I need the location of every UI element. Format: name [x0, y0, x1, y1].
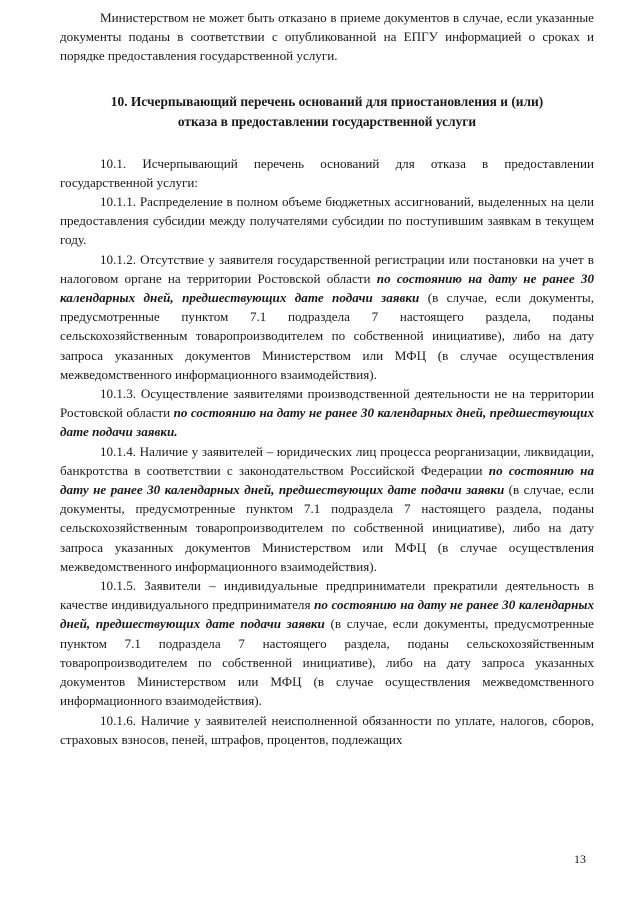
page-number: 13 [574, 852, 586, 866]
paragraph-text: 10.1.3. Осуществление заявителями производственной деятельности не на территории Ростовской области [60, 386, 594, 421]
section-heading-line-2: отказа в предоставлении государственной услуги [177, 113, 477, 129]
paragraph-10-1-5 [60, 576, 594, 710]
paragraph-10-1-2 [60, 250, 594, 384]
section-heading [60, 92, 594, 132]
paragraph-10-1-4 [60, 442, 594, 576]
paragraph-text: (в случае, если документы, предусмотренные пунктом 7.1 подраздела 7 настоящего раздела, поданы сельскохозяйственным товаропроизводителем по собственной инициативе), либо на дату запроса указанных документов Министерством или МФЦ (в случае осуществления межведомственного информационного взаимодействия). [60, 482, 594, 574]
document-page [60, 8, 594, 749]
emphasized-text: по состоянию на дату не ранее 30 календарных дней, предшествующих дате подачи заявки [60, 270, 594, 306]
paragraph-text: (в случае, если документы, предусмотренные пунктом 7.1 подраздела 7 настоящего раздела, поданы сельскохозяйственным товаропроизводителем по собственной инициативе), либо на дату запроса указанных документов Министерством или МФЦ (в случае осуществления межведомственного информационного взаимодействия). [60, 290, 594, 382]
intro-paragraph: Министерством не может быть отказано в приеме документов в случае, если указанные документы поданы в соответствии с опубликованной на ЕПГУ информацией о сроках и порядке предоставления государственной услуги. [60, 10, 594, 64]
emphasized-text: по состоянию на дату не ранее 30 календарных дней, предшествующих дате подачи заявки. [60, 405, 594, 440]
emphasized-text: по состоянию на дату не ранее 30 календарных дней, предшествующих дате подачи заявки [60, 597, 595, 632]
section-heading-line-1: 10. Исчерпывающий перечень оснований для приостановления и (или) [110, 93, 544, 109]
paragraph-10-1-3 [60, 384, 594, 442]
paragraph-text: 10.1.2. Отсутствие у заявителя государственной регистрации или постановки на учет в налоговом органе на территории Ростовской области [60, 251, 594, 286]
paragraph-10-1: 10.1. Исчерпывающий перечень оснований для отказа в предоставлении государственной услуги: [60, 155, 594, 190]
paragraph-10-1-1: 10.1.1. Распределение в полном объеме бюджетных ассигнований, выделенных на цели предоставления субсидии между получателями субсидии по поступившим заявкам в текущем году. [60, 194, 594, 248]
paragraph-text: (в случае, если документы, предусмотренные пунктом 7.1 подраздела 7 настоящего раздела, поданы сельскохозяйственным товаропроизводителем по собственной инициативе), либо на дату запроса указанных документов Министерством или МФЦ (в случае осуществления межведомственного информационного взаимодействия). [60, 616, 594, 709]
paragraph-10-1-6: 10.1.6. Наличие у заявителей неисполненной обязанности по уплате, налогов, сборов, страховых взносов, пеней, штрафов, процентов, подлежащих [60, 712, 594, 747]
paragraph-text: 10.1.5. Заявители – индивидуальные предприниматели прекратили деятельность в качестве индивидуального предпринимателя [60, 578, 594, 613]
paragraph-text: 10.1.4. Наличие у заявителей – юридических лиц процесса реорганизации, ликвидации, банкротства в соответствии с законодательством Российской Федерации [60, 443, 594, 478]
emphasized-text: по состоянию на дату не ранее 30 календарных дней, предшествующих дате подачи заявки [60, 462, 595, 498]
